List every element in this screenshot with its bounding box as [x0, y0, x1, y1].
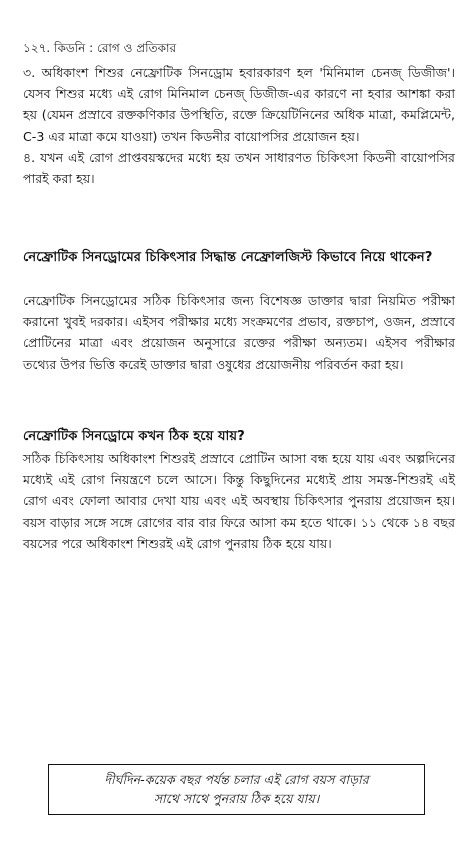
callout-box	[48, 764, 425, 815]
section-heading-treatment-decision: নেফ্রোটিক সিনড্রোমের চিকিৎসার সিদ্ধান্ত নেফ্রোলজিস্ট কিভাবে নিয়ে থাকেন?	[23, 250, 433, 265]
callout-line-2: সাথে সাথে পুনরায় ঠিক হয়ে যায়।	[153, 791, 320, 806]
section-body-recovery	[23, 448, 455, 554]
running-header: ১২৭. কিডনি : রোগ ও প্রতিকার	[23, 41, 177, 55]
intro-points	[23, 62, 455, 189]
point-3: ৩. অধিকাংশ শিশুর নেফ্রোটিক সিনড্রোম হবারকারণ হল 'মিনিমাল চেনজ্ ডিজীজ'। যেসব শিশুর মধ্যে এই রোগ মিনিমাল চেনজ্ ডিজীজ-এর কারণে না হবার আশঙ্কা করা হয় (যেমন প্রস্রাবে রক্তকণিকার উপস্থিতি, রক্তে ক্রিয়েটিনিনের অধিক মাত্রা, কমপ্লিমেন্ট, C-3 এর মাত্রা কমে যাওয়া) তখন কিডনীর বায়োপসির প্রয়োজন হয়।	[23, 65, 455, 144]
paragraph: নেফ্রোটিক সিনড্রোমের সঠিক চিকিৎসার জন্য বিশেষজ্ঞ ডাক্তার দ্বারা নিয়মিত পরীক্ষা করানো খুবই দরকার। এইসব পরীক্ষার মধ্যে সংক্রমণের প্রভাব, রক্তচাপ, ওজন, প্রস্রাবে প্রোটিনের মাত্রা এবং প্রয়োজন অনুসারে রক্তের পরীক্ষা অন্যতম। এইসব পরীক্ষার তথ্যের উপর ভিত্তি করেই ডাক্তার দ্বারা ওষুধের প্রয়োজনীয় পরিবর্তন করা হয়।	[23, 293, 455, 372]
section-body-treatment-decision	[23, 290, 455, 375]
paragraph: সঠিক চিকিৎসায় অধিকাংশ শিশুরই প্রস্রাবে প্রোটিন আসা বন্ধ হয়ে যায় এবং অল্পদিনের মধ্যেই এই রোগ নিয়ন্ত্রণে চলে আসে। কিন্তু কিছুদিনের মধ্যেই প্রায় সমস্ত-শিশুরই এই রোগ এবং ফোলা আবার দেখা যায় এবং এই অবস্থায় চিকিৎসার পুনরায় প্রয়োজন হয়। বয়স বাড়ার সঙ্গে সঙ্গে রোগের বার বার ফিরে আসা কম হতে থাকে। ১১ থেকে ১৪ বছর বয়সের পরে অধিকাংশ শিশুরই এই রোগ পুনরায় ঠিক হয়ে যায়।	[23, 451, 455, 551]
callout-line-1: দীর্ঘদিন-কয়েক বছর পর্যন্ত চলার এই রোগ বয়স বাড়ার	[104, 772, 369, 787]
point-4: ৪. যখন এই রোগ প্রাপ্তবয়স্কদের মধ্যে হয় তখন সাধারণত চিকিৎসা কিডনী বায়োপসির পারই করা হয়।	[23, 149, 455, 187]
section-heading-recovery: নেফ্রোটিক সিনড্রোমে কখন ঠিক হয়ে যায়?	[23, 429, 245, 444]
